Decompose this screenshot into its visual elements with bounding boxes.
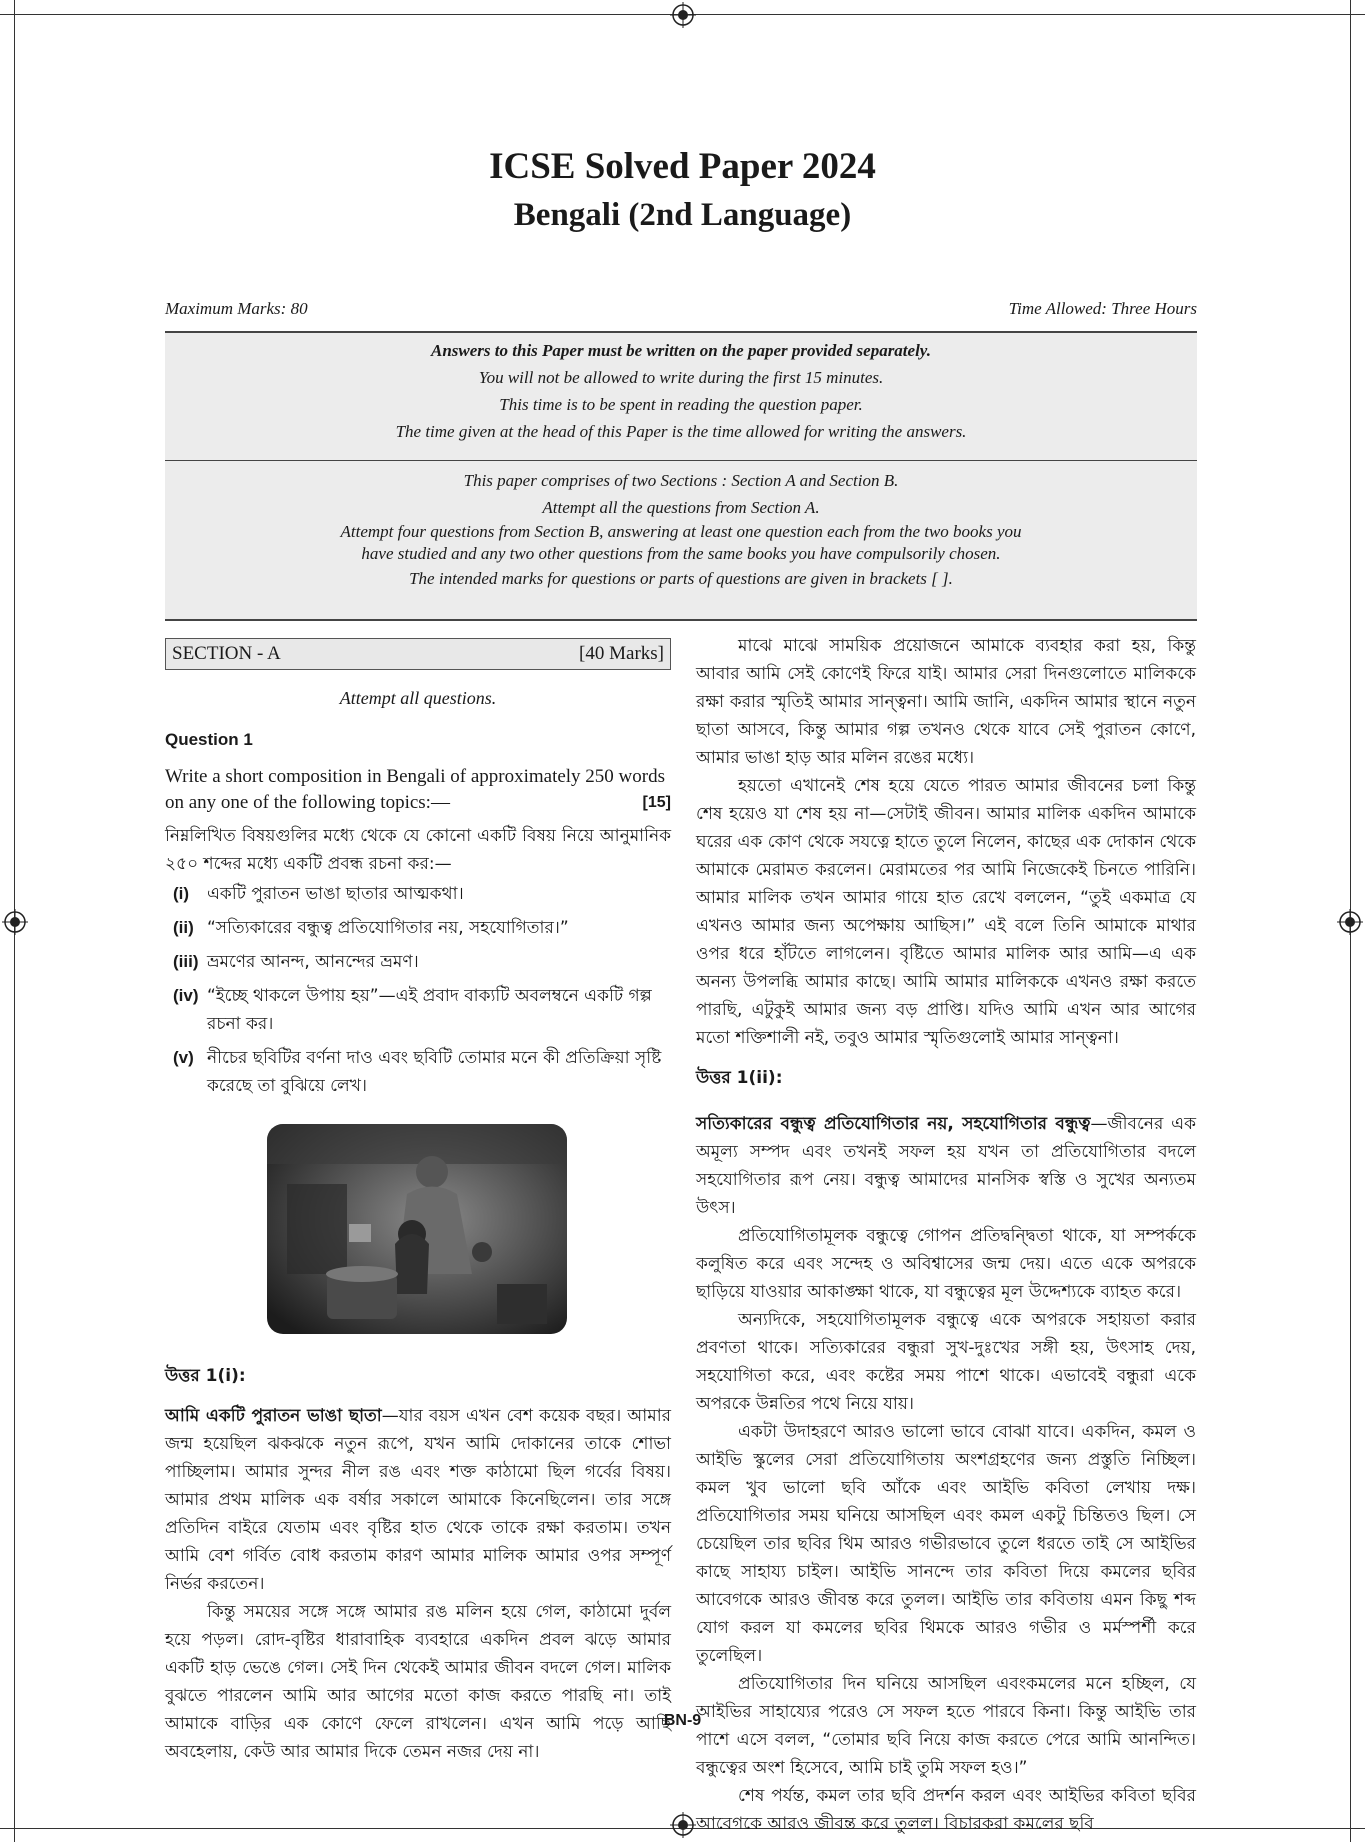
- option-text: একটি পুরাতন ভাঙা ছাতার আত্মকথা।: [207, 884, 464, 904]
- section-header: [165, 638, 671, 670]
- marks-time-row: [165, 299, 1197, 319]
- answer-heading: উত্তর 1(ii):: [696, 1068, 783, 1088]
- page-subtitle: Bengali (2nd Language): [513, 197, 852, 233]
- option-number: (iii): [173, 952, 199, 971]
- answer-paragraph: একটা উদাহরণে আরও ভালো ভাবে বোঝা যাবে। একদিন, কমল ও আইভি স্কুলের সেরা প্রতিযোগিতায় অংশগ্রহণের জন্য প্রস্তুতি নিচ্ছিল। কমল খুব ভালো ছবি আঁকে এবং আইভি কবিতা লেখায় দক্ষ। প্রতিযোগিতার সময় ঘনিয়ে আসছিল এবং কমল একটু চিন্তিতও ছিল। সে চেয়েছিল তার ছবির থিম আরও গভীরভাবে তুলে ধরতে তাই সে আইভির কাছে সাহায্য চাইল। আইভি সানন্দে তার কবিতা দিয়ে কমলের ছবির আবেগকে আরও জীবন্ত করে তুলল। আইভি তার কবিতায় এমন কিছু শব্দ যোগ করল যা কমলের ছবির থিমকে আরও গভীর ও মর্মস্পর্শী করে তুলেছিল।: [696, 1422, 1196, 1666]
- list-item: [165, 914, 671, 942]
- section-name: SECTION - A: [172, 643, 281, 664]
- instruction-line: The time given at the head of this Paper is the time allowed for writing the answers.: [395, 422, 967, 441]
- question-text-body: Write a short composition in Bengali of approximately 250 words on any one of the following topics:—: [165, 766, 666, 813]
- option-number: (i): [173, 884, 190, 903]
- answer-paragraph: অন্যদিকে, সহযোগিতামূলক বন্ধুত্বে একে অপরকে সহায়তা করার প্রবণতা থাকে। সত্যিকারের বন্ধুরা সুখ-দুঃখের সঙ্গী হয়, উৎসাহ দেয়, সহযোগিতা করে, এবং কষ্টের সময় পাশে থাকে। এভাবেই বন্ধুরা একে অপরকে উন্নতির পথে নিয়ে যায়।: [696, 1310, 1196, 1414]
- section-marks: [40 Marks]: [579, 643, 664, 664]
- question-heading: Question 1: [165, 730, 253, 749]
- option-number: (ii): [173, 918, 194, 937]
- answer-heading: উত্তর 1(i):: [165, 1366, 246, 1386]
- question-bengali-intro: নিম্নলিখিত বিষয়গুলির মধ্যে থেকে যে কোনো একটি বিষয় নিয়ে আনুমানিক ২৫০ শব্দের মধ্যে একটি প্রবন্ধ রচনা কর:—: [165, 826, 671, 874]
- option-number: (v): [173, 1048, 194, 1067]
- answer-paragraph: মাঝে মাঝে সাময়িক প্রয়োজনে আমাকে ব্যবহার করা হয়, কিন্তু আবার আমি সেই কোণেই ফিরে যাই। আমার সেরা দিনগুলোতে মালিককে রক্ষা করার স্মৃতিই আমার সান্ত্বনা। আমি জানি, একদিন আমার স্থানে নতুন ছাতা আসবে, কিন্তু আমার গল্প তখনও থেকে যাবে সেই পুরাতন কোণে, আমার ভাঙা হাড় আর মলিন রঙের মধ্যে।: [696, 636, 1196, 768]
- answer-paragraph: [165, 1402, 671, 1598]
- list-item: [165, 880, 671, 908]
- maximum-marks: Maximum Marks: 80: [165, 299, 308, 318]
- section-note: Attempt all questions.: [339, 688, 497, 708]
- answer-paragraph: প্রতিযোগিতার দিন ঘনিয়ে আসছিল এবংকমলের মনে হচ্ছিল, যে আইভির সাহায্যের পরেও সে সফল হতে পারবে কিনা। কিন্তু আইভি তার পাশে এসে বলল, “তোমার ছবি নিয়ে কাজ করতে পেরে আমি আনন্দিত। বন্ধুত্বের অংশ হিসেবে, আমি চাই তুমি সফল হও।”: [696, 1674, 1196, 1778]
- registration-mark-icon: [2, 909, 28, 935]
- option-text: নীচের ছবিটির বর্ণনা দাও এবং ছবিটি তোমার মনে কী প্রতিক্রিয়া সৃষ্টি করেছে তা বুঝিয়ে লেখ।: [207, 1048, 662, 1096]
- general-instructions-box: [165, 331, 1197, 462]
- question-marks: [15]: [642, 794, 671, 811]
- registration-mark-icon: [1337, 909, 1363, 935]
- instruction-line: The intended marks for questions or parts of questions are given in brackets [ ].: [409, 569, 953, 588]
- page-title: ICSE Solved Paper 2024: [489, 146, 876, 187]
- registration-mark-icon: [670, 2, 696, 28]
- answer-text: —জীবনের এক অমূল্য সম্পদ এবং তখনই সফল হয় যখন তা প্রতিযোগিতার বদলে সহযোগিতার রূপ নেয়। বন্ধুত্ব আমাদের মানসিক স্বস্তি ও সুখের অন্যতম উৎস।: [696, 1114, 1197, 1218]
- page-number: BN-9: [663, 1712, 702, 1729]
- question-text: [165, 764, 671, 816]
- answer-paragraph: হয়তো এখানেই শেষ হয়ে যেতে পারত আমার জীবনের চলা কিন্তু শেষ হয়েও যা শেষ হয় না—সেটাই জীবন। আমার মালিক একদিন আমাকে ঘরের এক কোণ থেকে সযত্নে হাতে তুলে নিলেন, কাছের এক দোকান থেকে আমাকে মেরামত করলেন। মেরামতের পর আমি নিজেকেই চিনতে পারিনি। আমার মালিক তখন আমার গায়ে হাত রেখে বললেন, “তুই একমাত্র যে এখনও আমার জন্য অপেক্ষায় আছিস।” এই বলে তিনি আমাকে মাথার ওপর ধরে হাঁটতে লাগলেন। বৃষ্টিতে আমার মালিক আর আমি—এ এক অনন্য উপলব্ধি আমার কাছে। আমি আমার মালিককে এখনও রক্ষা করতে পারছি, এটুকুই আমার জন্য বড় প্রাপ্তি। যদিও আমি এখন আর আগের মতো শক্তিশালী নই, তবুও আমার স্মৃতিগুলোই আমার সান্ত্বনা।: [696, 776, 1196, 1048]
- answer-paragraph: [696, 1110, 1196, 1222]
- right-column: [696, 632, 1196, 1838]
- registration-mark-icon: [670, 1812, 696, 1838]
- time-allowed: Time Allowed: Three Hours: [1008, 299, 1197, 318]
- answer-text: —যার বয়স এখন বেশ কয়েক বছর। আমার জন্ম হয়েছিল ঝকঝকে নতুন রূপে, যখন আমি দোকানের তাকে শোভা পাচ্ছিলাম। আমার সুন্দর নীল রঙ এবং শক্ত কাঠামো ছিল গর্বের বিষয়। আমার প্রথম মালিক এক বর্ষার সকালে আমাকে কিনেছিলেন। তার সঙ্গে প্রতিদিন বাইরে যেতাম এবং বৃষ্টির হাত থেকে তাকে রক্ষা করতাম। তখন আমি বেশ গর্বিত বোধ করতাম কারণ আমার মালিক আমার ওপর সম্পূর্ণ নির্ভর করতেন।: [165, 1406, 671, 1594]
- photo-illustration: [267, 1124, 567, 1334]
- instruction-line: This time is to be spent in reading the question paper.: [499, 395, 863, 414]
- answer-paragraph: কিন্তু সময়ের সঙ্গে সঙ্গে আমার রঙ মলিন হয়ে গেল, কাঠামো দুর্বল হয়ে পড়ল। রোদ-বৃষ্টির ধারাবাহিক ব্যবহারে একদিন প্রবল ঝড়ে আমার একটি হাড় ভেঙে গেল। সেই দিন থেকেই আমার জীবন বদলে গেল। মালিক বুঝতে পারলেন আমি আর আগের মতো কাজ করতে পারছি না। তাই আমাকে বাড়ির এক কোণে ফেলে রাখলেন। এখন আমি পড়ে আছি অবহেলায়, কেউ আর আমার দিকে তেমন নজর দেয় না।: [165, 1602, 671, 1762]
- instruction-line: This paper comprises of two Sections : Section A and Section B.: [463, 471, 899, 490]
- option-text: “সত্যিকারের বন্ধুত্ব প্রতিযোগিতার নয়, সহযোগিতার।”: [207, 918, 569, 938]
- instruction-line: Attempt four questions from Section B, answering at least one question each from the two books you have studied and any two other questions from the same books you have compulsorily chosen.: [340, 522, 1022, 563]
- section-instructions-box: [165, 461, 1197, 621]
- answer-paragraph: প্রতিযোগিতামূলক বন্ধুত্বে গোপন প্রতিদ্বন্দ্বিতা থাকে, যা সম্পর্ককে কলুষিত করে এবং সন্দেহ ও অবিশ্বাসের জন্ম দেয়। এতে একে অপরকে ছাড়িয়ে যাওয়ার আকাঙ্ক্ষা থাকে, যা বন্ধুত্বের মূল উদ্দেশ্যকে ব্যাহত করে।: [696, 1226, 1196, 1302]
- question-photo: [267, 1124, 567, 1334]
- list-item: [165, 982, 671, 1038]
- instruction-line: You will not be allowed to write during the first 15 minutes.: [478, 368, 884, 387]
- answer-lead: আমি একটি পুরাতন ভাঙা ছাতা: [165, 1406, 382, 1426]
- instruction-line: Answers to this Paper must be written on the paper provided separately.: [431, 341, 931, 360]
- list-item: [165, 948, 671, 976]
- instruction-line: Attempt all the questions from Section A.: [542, 498, 820, 517]
- answer-paragraph: শেষ পর্যন্ত, কমল তার ছবি প্রদর্শন করল এবং আইভির কবিতা ছবির আবেগকে আরও জীবন্ত করে তুলল। বিচারকরা কমলের ছবি: [696, 1786, 1196, 1834]
- option-text: ভ্রমণের আনন্দ, আনন্দের ভ্রমণ।: [207, 952, 419, 972]
- option-number: (iv): [173, 986, 199, 1005]
- left-column: [165, 638, 671, 1766]
- option-text: “ইচ্ছে থাকলে উপায় হয়”—এই প্রবাদ বাক্যটি অবলম্বনে একটি গল্প রচনা কর।: [207, 986, 652, 1034]
- topic-list: [165, 880, 671, 1100]
- answer-lead: সত্যিকারের বন্ধুত্ব প্রতিযোগিতার নয়, সহযোগিতার বন্ধুত্ব: [696, 1114, 1091, 1134]
- list-item: [165, 1044, 671, 1100]
